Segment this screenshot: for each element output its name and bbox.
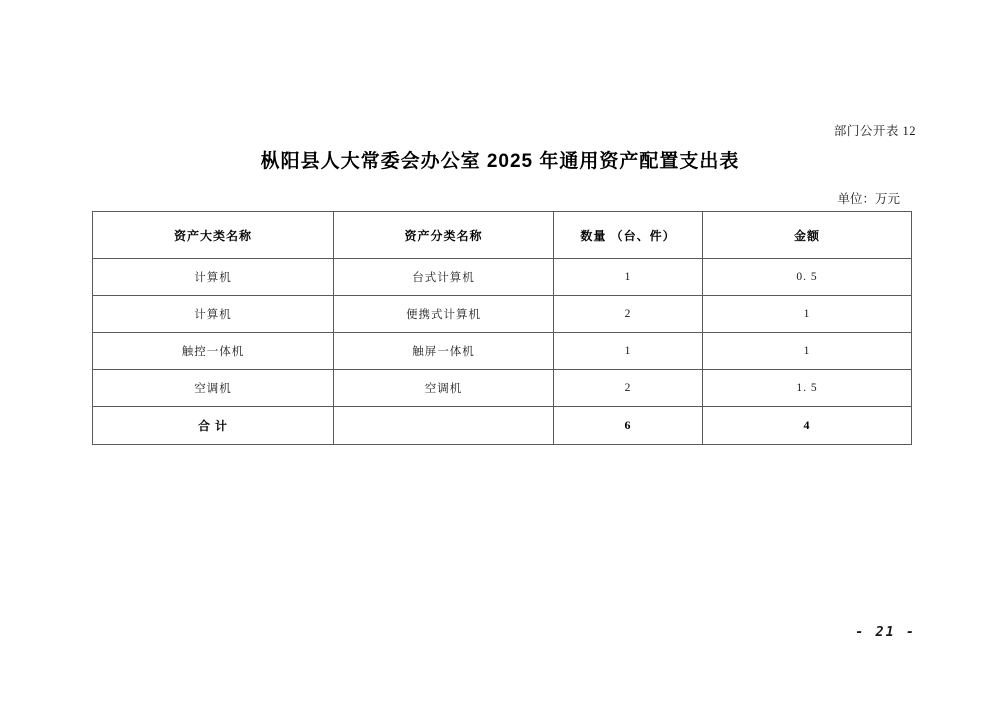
- asset-expenditure-table: [92, 211, 912, 445]
- page-title: 枞阳县人大常委会办公室 2025 年通用资产配置支出表: [260, 151, 740, 172]
- cell-subcategory: 触屏一体机: [334, 333, 554, 370]
- cell-amount: 1: [703, 333, 912, 370]
- cell-quantity: 1: [554, 333, 703, 370]
- cell-amount: 1: [703, 296, 912, 333]
- cell-total-label: 合 计: [93, 407, 334, 445]
- header-asset-sub-category: 资产分类名称: [334, 212, 554, 259]
- cell-quantity: 2: [554, 296, 703, 333]
- cell-category: 计算机: [93, 259, 334, 296]
- table-row: [93, 259, 912, 296]
- cell-subcategory: 空调机: [334, 370, 554, 407]
- table-row: [93, 370, 912, 407]
- cell-category: 触控一体机: [93, 333, 334, 370]
- unit-label: 单位：万元: [837, 192, 900, 206]
- header-quantity: 数量 （台、件）: [554, 212, 703, 259]
- header-amount: 金额: [703, 212, 912, 259]
- cell-category: 计算机: [93, 296, 334, 333]
- cell-quantity: 2: [554, 370, 703, 407]
- table-row: [93, 333, 912, 370]
- corner-table-label: 部门公开表 12: [833, 124, 916, 138]
- header-asset-major-category: 资产大类名称: [93, 212, 334, 259]
- table-total-row: [93, 407, 912, 445]
- table-row: [93, 296, 912, 333]
- cell-subcategory: 台式计算机: [334, 259, 554, 296]
- cell-amount: 1. 5: [703, 370, 912, 407]
- cell-total-amount: 4: [703, 407, 912, 445]
- table-header-row: [93, 212, 912, 259]
- cell-amount: 0. 5: [703, 259, 912, 296]
- cell-total-subcategory: [334, 407, 554, 445]
- cell-total-quantity: 6: [554, 407, 703, 445]
- page-number: - 21 -: [855, 624, 916, 640]
- cell-category: 空调机: [93, 370, 334, 407]
- cell-quantity: 1: [554, 259, 703, 296]
- cell-subcategory: 便携式计算机: [334, 296, 554, 333]
